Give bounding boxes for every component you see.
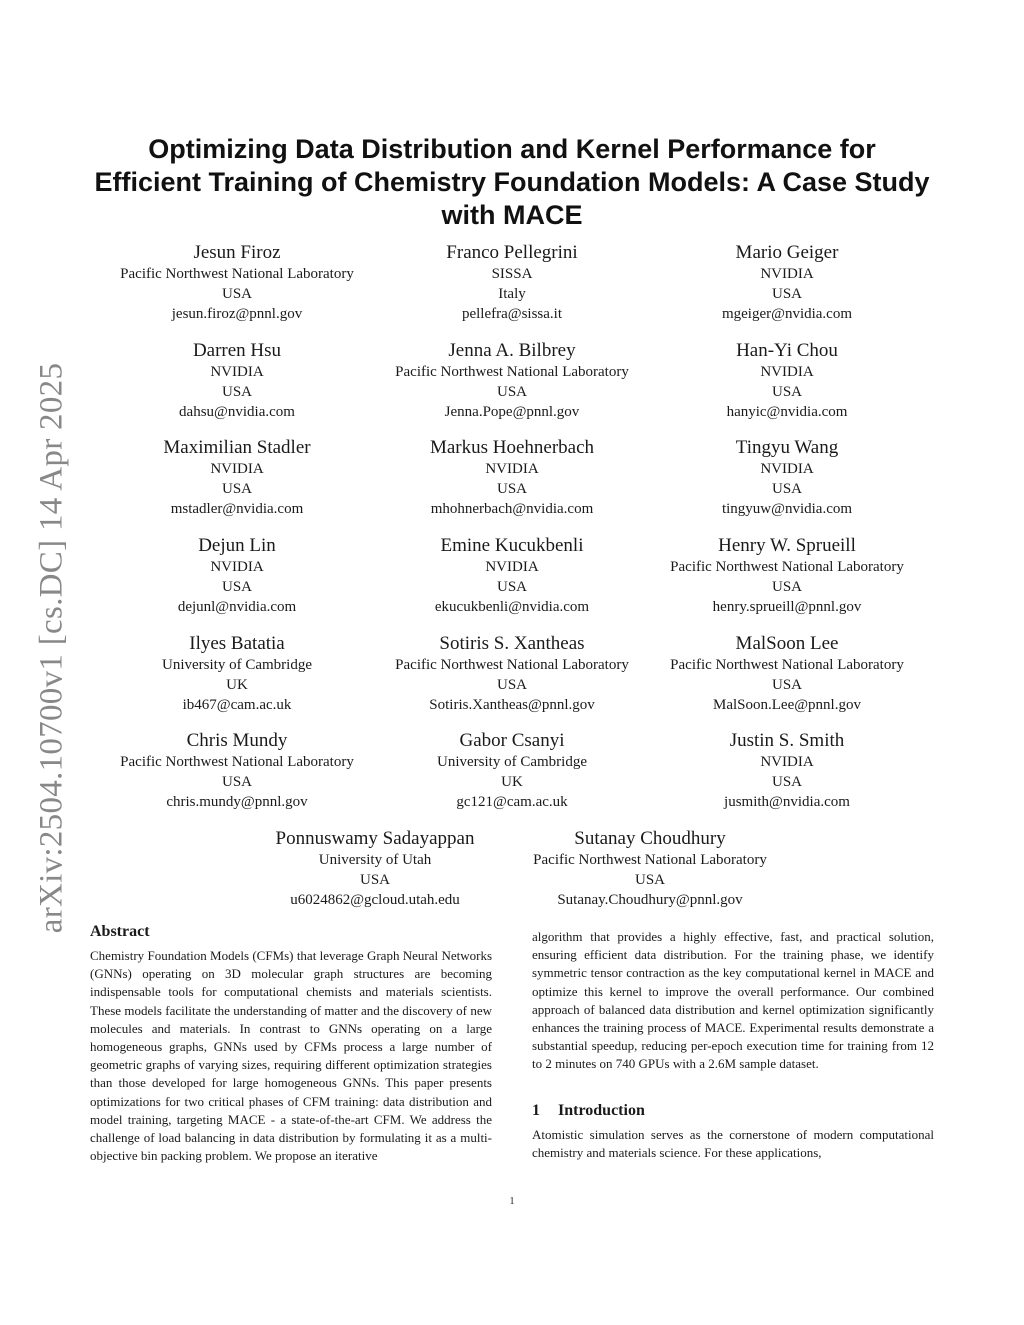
author-name: Dejun Lin bbox=[198, 535, 276, 556]
author-name: Jenna A. Bilbrey bbox=[448, 340, 576, 361]
author-affiliation: NVIDIA bbox=[760, 364, 814, 380]
author-email: jusmith@nvidia.com bbox=[724, 794, 850, 810]
author-block bbox=[637, 535, 937, 617]
author-affiliation: Pacific Northwest National Laboratory bbox=[395, 657, 629, 673]
author-name: Markus Hoehnerbach bbox=[429, 437, 595, 458]
author-block bbox=[637, 730, 937, 812]
author-name: MalSoon Lee bbox=[735, 633, 839, 654]
author-affiliation: University of Utah bbox=[318, 852, 432, 868]
author-affiliation: Pacific Northwest National Laboratory bbox=[670, 559, 904, 575]
author-country: USA bbox=[496, 481, 527, 497]
author-country: USA bbox=[221, 384, 252, 400]
author-name: Darren Hsu bbox=[192, 340, 282, 361]
author-email: mstadler@nvidia.com bbox=[170, 501, 304, 517]
author-country: USA bbox=[771, 384, 802, 400]
author-country: USA bbox=[359, 872, 390, 888]
author-email: chris.mundy@pnnl.gov bbox=[166, 794, 308, 810]
author-block bbox=[362, 535, 662, 617]
introduction-heading bbox=[532, 1100, 934, 1122]
author-country: USA bbox=[221, 286, 252, 302]
paper-title bbox=[80, 133, 944, 232]
author-name: Tingyu Wang bbox=[735, 437, 839, 458]
author-name: Mario Geiger bbox=[735, 242, 839, 263]
author-email: mgeiger@nvidia.com bbox=[721, 306, 853, 322]
author-name: Justin S. Smith bbox=[729, 730, 845, 751]
title-line-3: with MACE bbox=[441, 200, 583, 230]
right-column bbox=[532, 928, 934, 1162]
author-block bbox=[637, 340, 937, 422]
author-country: USA bbox=[771, 677, 802, 693]
author-country: USA bbox=[221, 481, 252, 497]
section-number: 1 bbox=[532, 1101, 540, 1119]
author-affiliation: NVIDIA bbox=[760, 266, 814, 282]
author-country: USA bbox=[634, 872, 665, 888]
author-block bbox=[362, 242, 662, 324]
author-block bbox=[637, 437, 937, 519]
author-block bbox=[637, 633, 937, 715]
author-affiliation: NVIDIA bbox=[485, 461, 539, 477]
author-country: USA bbox=[496, 677, 527, 693]
author-email: mhohnerbach@nvidia.com bbox=[430, 501, 594, 517]
page-number: 1 bbox=[509, 1195, 515, 1207]
author-email: henry.sprueill@pnnl.gov bbox=[712, 599, 862, 615]
author-country: USA bbox=[496, 384, 527, 400]
author-name: Ponnuswamy Sadayappan bbox=[275, 828, 475, 849]
author-email: Sutanay.Choudhury@pnnl.gov bbox=[557, 892, 743, 908]
author-name: Chris Mundy bbox=[186, 730, 288, 751]
author-affiliation: SISSA bbox=[491, 266, 533, 282]
author-block bbox=[87, 242, 387, 324]
author-block bbox=[637, 242, 937, 324]
author-affiliation: NVIDIA bbox=[210, 559, 264, 575]
author-block bbox=[362, 437, 662, 519]
arxiv-identifier-stamp: arXiv:2504.10700v1 [cs.DC] 14 Apr 2025 bbox=[33, 362, 70, 934]
author-country: USA bbox=[496, 579, 527, 595]
author-email: ib467@cam.ac.uk bbox=[182, 697, 292, 713]
author-affiliation: Pacific Northwest National Laboratory bbox=[120, 754, 354, 770]
author-country: UK bbox=[501, 774, 523, 790]
author-country: Italy bbox=[498, 286, 526, 302]
author-email: ekucukbenli@nvidia.com bbox=[434, 599, 590, 615]
author-name: Henry W. Sprueill bbox=[718, 535, 856, 556]
author-country: USA bbox=[771, 286, 802, 302]
abstract-text-left: Chemistry Foundation Models (CFMs) that leverage Graph Neural Networks (GNNs) operating on 3D molecular graph structures are becoming indispensable tools for computational chemists and materials scientists. These models facilitate the understanding of matter and the discovery of new molecules and materials. In contrast to GNNs operating on a large homogeneous graphs, GNNs used by CFMs process a large number of geometric graphs of varying sizes, requiring different optimization strategies than those developed for large homogeneous GNNs. This paper presents optimizations for two critical phases of CFM training: data distribution and model training, targeting MACE - a state-of-the-art CFM. We address the challenge of load balancing in data distribution by formulating it as a multi-objective bin packing problem. We propose an iterative bbox=[90, 948, 492, 1164]
author-country: USA bbox=[221, 774, 252, 790]
author-email: Jenna.Pope@pnnl.gov bbox=[444, 404, 580, 420]
author-affiliation: Pacific Northwest National Laboratory bbox=[120, 266, 354, 282]
author-country: USA bbox=[221, 579, 252, 595]
abstract-section bbox=[90, 921, 492, 1165]
author-name: Sutanay Choudhury bbox=[574, 828, 726, 849]
title-line-2: Efficient Training of Chemistry Foundation Models: A Case Study bbox=[94, 167, 930, 197]
author-email: jesun.firoz@pnnl.gov bbox=[171, 306, 303, 322]
author-block bbox=[500, 828, 800, 910]
author-affiliation: NVIDIA bbox=[210, 364, 264, 380]
introduction-text: Atomistic simulation serves as the cornerstone of modern computational chemistry and materials science. For these applications, bbox=[532, 1126, 934, 1160]
author-affiliation: NVIDIA bbox=[210, 461, 264, 477]
author-affiliation: NVIDIA bbox=[485, 559, 539, 575]
author-name: Maximilian Stadler bbox=[163, 437, 311, 458]
author-email: gc121@cam.ac.uk bbox=[456, 794, 568, 810]
author-affiliation: University of Cambridge bbox=[162, 657, 312, 673]
author-affiliation: Pacific Northwest National Laboratory bbox=[533, 852, 767, 868]
author-country: USA bbox=[771, 774, 802, 790]
author-affiliation: University of Cambridge bbox=[437, 754, 587, 770]
author-block bbox=[87, 340, 387, 422]
author-email: hanyic@nvidia.com bbox=[726, 404, 848, 420]
author-country: USA bbox=[771, 579, 802, 595]
abstract-text-right: algorithm that provides a highly effective, fast, and practical solution, ensuring efficient data distribution. For the training phase, we identify symmetric tensor contraction as the key computational kernel in MACE and optimize this kernel to improve the overall performance. Our combined approach of balanced data distribution and kernel optimization significantly enhances the training process of MACE. Experimental results demonstrate a substantial speedup, reducing per-epoch execution time for training from 12 to 2 minutes on 740 GPUs with a 2.6M sample dataset. bbox=[532, 929, 934, 1072]
author-block bbox=[87, 730, 387, 812]
author-email: MalSoon.Lee@pnnl.gov bbox=[713, 697, 861, 713]
author-email: tingyuw@nvidia.com bbox=[721, 501, 853, 517]
author-block bbox=[225, 828, 525, 910]
author-affiliation: Pacific Northwest National Laboratory bbox=[395, 364, 629, 380]
author-affiliation: Pacific Northwest National Laboratory bbox=[670, 657, 904, 673]
author-email: dahsu@nvidia.com bbox=[179, 404, 295, 420]
author-affiliation: NVIDIA bbox=[760, 754, 814, 770]
title-line-1: Optimizing Data Distribution and Kernel Performance for bbox=[148, 134, 876, 164]
author-email: pellefra@sissa.it bbox=[461, 306, 563, 322]
author-name: Gabor Csanyi bbox=[459, 730, 565, 751]
author-email: Sotiris.Xantheas@pnnl.gov bbox=[429, 697, 595, 713]
author-name: Emine Kucukbenli bbox=[440, 535, 584, 556]
author-email: dejunl@nvidia.com bbox=[177, 599, 297, 615]
author-name: Jesun Firoz bbox=[193, 242, 281, 263]
author-block bbox=[362, 633, 662, 715]
author-block bbox=[362, 340, 662, 422]
author-affiliation: NVIDIA bbox=[760, 461, 814, 477]
section-title: Introduction bbox=[558, 1101, 645, 1119]
author-block bbox=[362, 730, 662, 812]
author-name: Sotiris S. Xantheas bbox=[439, 633, 585, 654]
author-block bbox=[87, 633, 387, 715]
author-name: Ilyes Batatia bbox=[189, 633, 285, 654]
author-country: USA bbox=[771, 481, 802, 497]
author-block bbox=[87, 535, 387, 617]
author-email: u6024862@gcloud.utah.edu bbox=[290, 892, 460, 908]
author-name: Han-Yi Chou bbox=[736, 340, 838, 361]
author-name: Franco Pellegrini bbox=[446, 242, 578, 263]
abstract-heading: Abstract bbox=[90, 923, 150, 940]
author-block bbox=[87, 437, 387, 519]
author-country: UK bbox=[226, 677, 248, 693]
